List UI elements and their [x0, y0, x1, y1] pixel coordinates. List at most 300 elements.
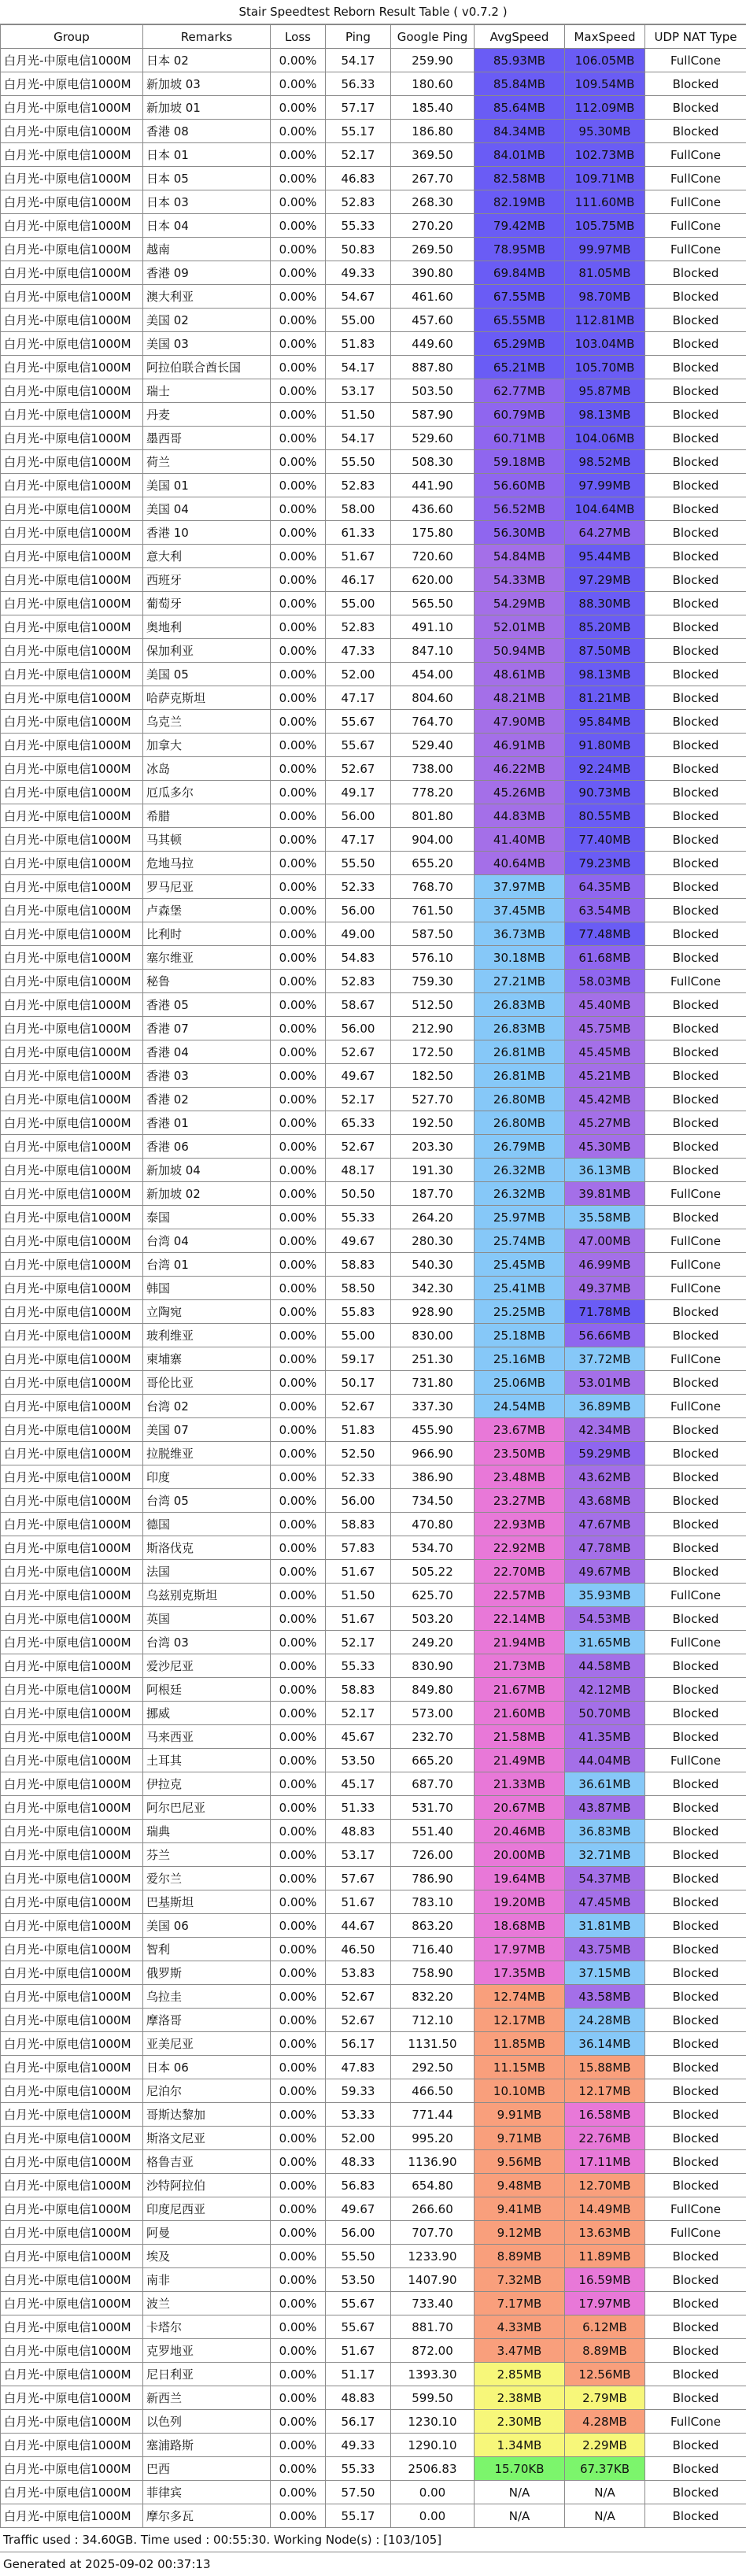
- cell-group: 白月光-中原电信1000M: [1, 1347, 143, 1371]
- cell-max-speed: 56.66MB: [565, 1324, 645, 1347]
- cell-google-ping: 232.70: [391, 1725, 475, 1749]
- cell-udp-nat-type: Blocked: [645, 1017, 746, 1040]
- cell-max-speed: 42.12MB: [565, 1678, 645, 1702]
- cell-avg-speed: 21.49MB: [475, 1749, 565, 1772]
- cell-remarks: 阿根廷: [143, 1678, 271, 1702]
- cell-remarks: 立陶宛: [143, 1300, 271, 1324]
- cell-google-ping: 251.30: [391, 1347, 475, 1371]
- cell-remarks: 日本 05: [143, 167, 271, 190]
- cell-loss: 0.00%: [271, 474, 326, 497]
- cell-loss: 0.00%: [271, 1914, 326, 1938]
- cell-ping: 55.33: [326, 2457, 391, 2481]
- cell-max-speed: 109.54MB: [565, 72, 645, 96]
- table-row: [1, 1159, 746, 1182]
- table-row: [1, 2339, 746, 2363]
- cell-google-ping: 620.00: [391, 568, 475, 592]
- cell-avg-speed: 25.41MB: [475, 1277, 565, 1300]
- cell-remarks: 比利时: [143, 922, 271, 946]
- cell-google-ping: 655.20: [391, 852, 475, 875]
- cell-udp-nat-type: Blocked: [645, 993, 746, 1017]
- cell-udp-nat-type: FullCone: [645, 1395, 746, 1418]
- cell-avg-speed: N/A: [475, 2481, 565, 2504]
- cell-google-ping: 457.60: [391, 309, 475, 332]
- cell-loss: 0.00%: [271, 2174, 326, 2197]
- cell-max-speed: 46.99MB: [565, 1253, 645, 1277]
- table-row: [1, 545, 746, 568]
- cell-remarks: 丹麦: [143, 403, 271, 427]
- cell-ping: 55.00: [326, 309, 391, 332]
- cell-ping: 51.33: [326, 1796, 391, 1820]
- cell-google-ping: 175.80: [391, 521, 475, 545]
- cell-udp-nat-type: FullCone: [645, 1229, 746, 1253]
- cell-group: 白月光-中原电信1000M: [1, 993, 143, 1017]
- cell-remarks: 斯洛伐克: [143, 1536, 271, 1560]
- table-row: [1, 1442, 746, 1465]
- cell-avg-speed: 25.25MB: [475, 1300, 565, 1324]
- cell-group: 白月光-中原电信1000M: [1, 1607, 143, 1631]
- cell-udp-nat-type: Blocked: [645, 2174, 746, 2197]
- cell-remarks: 日本 02: [143, 49, 271, 72]
- cell-udp-nat-type: Blocked: [645, 1489, 746, 1513]
- cell-group: 白月光-中原电信1000M: [1, 2103, 143, 2127]
- cell-max-speed: 31.65MB: [565, 1631, 645, 1654]
- cell-remarks: 香港 07: [143, 1017, 271, 1040]
- cell-udp-nat-type: Blocked: [645, 1961, 746, 1985]
- table-row: [1, 1135, 746, 1159]
- cell-udp-nat-type: FullCone: [645, 190, 746, 214]
- cell-google-ping: 726.00: [391, 1843, 475, 1867]
- cell-group: 白月光-中原电信1000M: [1, 190, 143, 214]
- cell-udp-nat-type: Blocked: [645, 899, 746, 922]
- cell-avg-speed: 52.01MB: [475, 615, 565, 639]
- cell-avg-speed: 12.74MB: [475, 1985, 565, 2009]
- cell-avg-speed: 11.85MB: [475, 2032, 565, 2056]
- cell-avg-speed: 1.34MB: [475, 2434, 565, 2457]
- cell-remarks: 印度尼西亚: [143, 2197, 271, 2221]
- cell-group: 白月光-中原电信1000M: [1, 2386, 143, 2410]
- cell-ping: 50.83: [326, 238, 391, 261]
- cell-google-ping: 2506.83: [391, 2457, 475, 2481]
- cell-avg-speed: 40.64MB: [475, 852, 565, 875]
- cell-max-speed: 12.56MB: [565, 2363, 645, 2386]
- cell-udp-nat-type: Blocked: [645, 2150, 746, 2174]
- cell-udp-nat-type: FullCone: [645, 1253, 746, 1277]
- cell-avg-speed: 37.45MB: [475, 899, 565, 922]
- cell-loss: 0.00%: [271, 1418, 326, 1442]
- table-row: [1, 734, 746, 757]
- cell-avg-speed: 46.22MB: [475, 757, 565, 781]
- table-row: [1, 1489, 746, 1513]
- cell-ping: 53.33: [326, 2103, 391, 2127]
- cell-ping: 52.33: [326, 875, 391, 899]
- cell-group: 白月光-中原电信1000M: [1, 875, 143, 899]
- cell-max-speed: 50.70MB: [565, 1702, 645, 1725]
- cell-udp-nat-type: Blocked: [645, 804, 746, 828]
- cell-google-ping: 847.10: [391, 639, 475, 663]
- table-row: [1, 1513, 746, 1536]
- cell-remarks: 美国 02: [143, 309, 271, 332]
- cell-udp-nat-type: Blocked: [645, 615, 746, 639]
- cell-google-ping: 599.50: [391, 2386, 475, 2410]
- cell-google-ping: 928.90: [391, 1300, 475, 1324]
- table-row: [1, 1631, 746, 1654]
- cell-max-speed: 81.05MB: [565, 261, 645, 285]
- cell-udp-nat-type: Blocked: [645, 663, 746, 686]
- cell-remarks: 英国: [143, 1607, 271, 1631]
- cell-group: 白月光-中原电信1000M: [1, 946, 143, 970]
- cell-remarks: 日本 04: [143, 214, 271, 238]
- table-row: [1, 332, 746, 356]
- table-row: [1, 49, 746, 72]
- cell-remarks: 荷兰: [143, 450, 271, 474]
- cell-remarks: 乌克兰: [143, 710, 271, 734]
- cell-max-speed: 105.70MB: [565, 356, 645, 379]
- table-row: [1, 120, 746, 143]
- table-row: [1, 1843, 746, 1867]
- cell-udp-nat-type: Blocked: [645, 1159, 746, 1182]
- cell-max-speed: 44.04MB: [565, 1749, 645, 1772]
- table-row: [1, 852, 746, 875]
- table-row: [1, 2056, 746, 2079]
- cell-group: 白月光-中原电信1000M: [1, 1442, 143, 1465]
- cell-ping: 52.83: [326, 474, 391, 497]
- cell-group: 白月光-中原电信1000M: [1, 1938, 143, 1961]
- cell-udp-nat-type: Blocked: [645, 2315, 746, 2339]
- cell-google-ping: 764.70: [391, 710, 475, 734]
- cell-google-ping: 720.60: [391, 545, 475, 568]
- cell-avg-speed: 60.79MB: [475, 403, 565, 427]
- cell-max-speed: 17.11MB: [565, 2150, 645, 2174]
- cell-ping: 44.67: [326, 1914, 391, 1938]
- cell-ping: 56.17: [326, 2410, 391, 2434]
- cell-loss: 0.00%: [271, 1088, 326, 1111]
- cell-max-speed: 44.58MB: [565, 1654, 645, 1678]
- cell-udp-nat-type: Blocked: [645, 2268, 746, 2292]
- cell-max-speed: 16.59MB: [565, 2268, 645, 2292]
- cell-ping: 53.50: [326, 2268, 391, 2292]
- cell-remarks: 哥伦比亚: [143, 1371, 271, 1395]
- cell-avg-speed: 26.81MB: [475, 1040, 565, 1064]
- cell-udp-nat-type: Blocked: [645, 1914, 746, 1938]
- cell-remarks: 香港 03: [143, 1064, 271, 1088]
- cell-group: 白月光-中原电信1000M: [1, 2197, 143, 2221]
- cell-max-speed: 47.45MB: [565, 1890, 645, 1914]
- table-row: [1, 1607, 746, 1631]
- cell-max-speed: 95.87MB: [565, 379, 645, 403]
- cell-udp-nat-type: Blocked: [645, 521, 746, 545]
- cell-group: 白月光-中原电信1000M: [1, 2434, 143, 2457]
- cell-remarks: 乌拉圭: [143, 1985, 271, 2009]
- cell-max-speed: 49.67MB: [565, 1560, 645, 1584]
- cell-google-ping: 508.30: [391, 450, 475, 474]
- cell-google-ping: 738.00: [391, 757, 475, 781]
- cell-ping: 55.50: [326, 450, 391, 474]
- cell-ping: 58.83: [326, 1253, 391, 1277]
- cell-google-ping: 180.60: [391, 72, 475, 96]
- cell-udp-nat-type: Blocked: [645, 2103, 746, 2127]
- table-row: [1, 1914, 746, 1938]
- cell-max-speed: 85.20MB: [565, 615, 645, 639]
- cell-ping: 54.17: [326, 49, 391, 72]
- cell-avg-speed: 22.93MB: [475, 1513, 565, 1536]
- cell-udp-nat-type: Blocked: [645, 1890, 746, 1914]
- cell-google-ping: 280.30: [391, 1229, 475, 1253]
- cell-google-ping: 665.20: [391, 1749, 475, 1772]
- cell-google-ping: 832.20: [391, 1985, 475, 2009]
- cell-loss: 0.00%: [271, 2457, 326, 2481]
- cell-udp-nat-type: Blocked: [645, 2056, 746, 2079]
- cell-remarks: 柬埔寨: [143, 1347, 271, 1371]
- cell-loss: 0.00%: [271, 1678, 326, 1702]
- cell-avg-speed: 41.40MB: [475, 828, 565, 852]
- cell-group: 白月光-中原电信1000M: [1, 474, 143, 497]
- cell-remarks: 沙特阿拉伯: [143, 2174, 271, 2197]
- cell-group: 白月光-中原电信1000M: [1, 568, 143, 592]
- cell-avg-speed: 47.90MB: [475, 710, 565, 734]
- cell-max-speed: 67.37KB: [565, 2457, 645, 2481]
- cell-ping: 48.17: [326, 1159, 391, 1182]
- cell-udp-nat-type: Blocked: [645, 734, 746, 757]
- cell-udp-nat-type: Blocked: [645, 1702, 746, 1725]
- cell-udp-nat-type: FullCone: [645, 1347, 746, 1371]
- cell-max-speed: 88.30MB: [565, 592, 645, 615]
- cell-google-ping: 1136.90: [391, 2150, 475, 2174]
- cell-loss: 0.00%: [271, 1040, 326, 1064]
- cell-ping: 55.50: [326, 2245, 391, 2268]
- cell-group: 白月光-中原电信1000M: [1, 285, 143, 309]
- table-row: [1, 2127, 746, 2150]
- cell-ping: 55.00: [326, 592, 391, 615]
- cell-remarks: 香港 05: [143, 993, 271, 1017]
- table-row: [1, 285, 746, 309]
- result-table: [0, 24, 746, 2528]
- cell-group: 白月光-中原电信1000M: [1, 427, 143, 450]
- header-remarks: Remarks: [143, 25, 271, 49]
- cell-avg-speed: 59.18MB: [475, 450, 565, 474]
- cell-ping: 58.83: [326, 1513, 391, 1536]
- cell-group: 白月光-中原电信1000M: [1, 1772, 143, 1796]
- cell-avg-speed: 9.12MB: [475, 2221, 565, 2245]
- cell-group: 白月光-中原电信1000M: [1, 922, 143, 946]
- cell-max-speed: 106.05MB: [565, 49, 645, 72]
- cell-ping: 61.33: [326, 521, 391, 545]
- cell-avg-speed: 10.10MB: [475, 2079, 565, 2103]
- cell-ping: 49.67: [326, 1229, 391, 1253]
- cell-remarks: 塞浦路斯: [143, 2434, 271, 2457]
- cell-udp-nat-type: Blocked: [645, 1111, 746, 1135]
- cell-group: 白月光-中原电信1000M: [1, 852, 143, 875]
- cell-ping: 58.50: [326, 1277, 391, 1300]
- cell-udp-nat-type: Blocked: [645, 757, 746, 781]
- cell-loss: 0.00%: [271, 2434, 326, 2457]
- cell-udp-nat-type: FullCone: [645, 970, 746, 993]
- table-row: [1, 592, 746, 615]
- cell-max-speed: 81.21MB: [565, 686, 645, 710]
- cell-google-ping: 267.70: [391, 167, 475, 190]
- table-row: [1, 238, 746, 261]
- cell-avg-speed: 69.84MB: [475, 261, 565, 285]
- cell-google-ping: 761.50: [391, 899, 475, 922]
- cell-avg-speed: 2.30MB: [475, 2410, 565, 2434]
- table-row: [1, 2032, 746, 2056]
- cell-google-ping: 887.80: [391, 356, 475, 379]
- cell-loss: 0.00%: [271, 922, 326, 946]
- cell-ping: 53.17: [326, 1843, 391, 1867]
- cell-group: 白月光-中原电信1000M: [1, 1914, 143, 1938]
- cell-max-speed: 112.09MB: [565, 96, 645, 120]
- cell-remarks: 瑞士: [143, 379, 271, 403]
- cell-ping: 51.50: [326, 403, 391, 427]
- cell-max-speed: 13.63MB: [565, 2221, 645, 2245]
- cell-ping: 52.67: [326, 757, 391, 781]
- cell-max-speed: 112.81MB: [565, 309, 645, 332]
- table-row: [1, 474, 746, 497]
- cell-google-ping: 390.80: [391, 261, 475, 285]
- table-row: [1, 2245, 746, 2268]
- cell-loss: 0.00%: [271, 1820, 326, 1843]
- cell-udp-nat-type: Blocked: [645, 1678, 746, 1702]
- cell-google-ping: 1233.90: [391, 2245, 475, 2268]
- cell-google-ping: 503.50: [391, 379, 475, 403]
- cell-group: 白月光-中原电信1000M: [1, 1631, 143, 1654]
- table-row: [1, 2174, 746, 2197]
- cell-avg-speed: 17.97MB: [475, 1938, 565, 1961]
- cell-loss: 0.00%: [271, 2103, 326, 2127]
- cell-max-speed: 2.79MB: [565, 2386, 645, 2410]
- cell-ping: 65.33: [326, 1111, 391, 1135]
- cell-loss: 0.00%: [271, 2363, 326, 2386]
- cell-group: 白月光-中原电信1000M: [1, 49, 143, 72]
- cell-udp-nat-type: Blocked: [645, 1465, 746, 1489]
- cell-ping: 47.33: [326, 639, 391, 663]
- cell-loss: 0.00%: [271, 2032, 326, 2056]
- table-row: [1, 1536, 746, 1560]
- cell-loss: 0.00%: [271, 379, 326, 403]
- cell-group: 白月光-中原电信1000M: [1, 1371, 143, 1395]
- cell-max-speed: 111.60MB: [565, 190, 645, 214]
- cell-google-ping: 191.30: [391, 1159, 475, 1182]
- table-row: [1, 379, 746, 403]
- cell-udp-nat-type: Blocked: [645, 1088, 746, 1111]
- cell-loss: 0.00%: [271, 1277, 326, 1300]
- cell-avg-speed: 25.18MB: [475, 1324, 565, 1347]
- cell-max-speed: 37.15MB: [565, 1961, 645, 1985]
- table-row: [1, 2363, 746, 2386]
- cell-google-ping: 512.50: [391, 993, 475, 1017]
- table-row: [1, 1253, 746, 1277]
- cell-max-speed: 43.62MB: [565, 1465, 645, 1489]
- cell-group: 白月光-中原电信1000M: [1, 1064, 143, 1088]
- cell-group: 白月光-中原电信1000M: [1, 1229, 143, 1253]
- cell-avg-speed: 25.16MB: [475, 1347, 565, 1371]
- cell-max-speed: 95.30MB: [565, 120, 645, 143]
- cell-group: 白月光-中原电信1000M: [1, 1796, 143, 1820]
- cell-udp-nat-type: FullCone: [645, 1584, 746, 1607]
- cell-loss: 0.00%: [271, 1229, 326, 1253]
- cell-udp-nat-type: Blocked: [645, 568, 746, 592]
- cell-remarks: 摩洛哥: [143, 2009, 271, 2032]
- cell-google-ping: 186.80: [391, 120, 475, 143]
- header-google-ping: Google Ping: [391, 25, 475, 49]
- cell-ping: 55.67: [326, 734, 391, 757]
- cell-loss: 0.00%: [271, 1159, 326, 1182]
- cell-max-speed: 97.99MB: [565, 474, 645, 497]
- table-row: [1, 72, 746, 96]
- table-row: [1, 663, 746, 686]
- cell-group: 白月光-中原电信1000M: [1, 1017, 143, 1040]
- cell-avg-speed: 26.79MB: [475, 1135, 565, 1159]
- cell-ping: 51.83: [326, 1418, 391, 1442]
- cell-ping: 46.17: [326, 568, 391, 592]
- cell-google-ping: 185.40: [391, 96, 475, 120]
- cell-loss: 0.00%: [271, 663, 326, 686]
- table-row: [1, 1040, 746, 1064]
- table-row: [1, 450, 746, 474]
- cell-google-ping: 1230.10: [391, 2410, 475, 2434]
- cell-udp-nat-type: Blocked: [645, 2009, 746, 2032]
- cell-remarks: 以色列: [143, 2410, 271, 2434]
- cell-group: 白月光-中原电信1000M: [1, 1159, 143, 1182]
- cell-loss: 0.00%: [271, 828, 326, 852]
- cell-avg-speed: 84.34MB: [475, 120, 565, 143]
- cell-group: 白月光-中原电信1000M: [1, 686, 143, 710]
- cell-remarks: 波兰: [143, 2292, 271, 2315]
- cell-remarks: 哥斯达黎加: [143, 2103, 271, 2127]
- cell-avg-speed: 27.21MB: [475, 970, 565, 993]
- cell-remarks: 台湾 02: [143, 1395, 271, 1418]
- cell-max-speed: N/A: [565, 2504, 645, 2528]
- cell-udp-nat-type: Blocked: [645, 1938, 746, 1961]
- cell-remarks: 芬兰: [143, 1843, 271, 1867]
- cell-group: 白月光-中原电信1000M: [1, 309, 143, 332]
- cell-avg-speed: 15.70KB: [475, 2457, 565, 2481]
- cell-remarks: 卡塔尔: [143, 2315, 271, 2339]
- table-row: [1, 804, 746, 828]
- cell-remarks: 阿曼: [143, 2221, 271, 2245]
- cell-loss: 0.00%: [271, 804, 326, 828]
- cell-loss: 0.00%: [271, 1749, 326, 1772]
- cell-avg-speed: 78.95MB: [475, 238, 565, 261]
- cell-udp-nat-type: FullCone: [645, 238, 746, 261]
- cell-max-speed: 53.01MB: [565, 1371, 645, 1395]
- cell-max-speed: 61.68MB: [565, 946, 645, 970]
- cell-google-ping: 182.50: [391, 1064, 475, 1088]
- cell-avg-speed: 20.46MB: [475, 1820, 565, 1843]
- cell-remarks: 韩国: [143, 1277, 271, 1300]
- cell-avg-speed: 25.97MB: [475, 1206, 565, 1229]
- table-row: [1, 427, 746, 450]
- cell-avg-speed: 26.32MB: [475, 1159, 565, 1182]
- cell-avg-speed: 82.58MB: [475, 167, 565, 190]
- cell-remarks: 哈萨克斯坦: [143, 686, 271, 710]
- cell-max-speed: 2.29MB: [565, 2434, 645, 2457]
- cell-loss: 0.00%: [271, 1111, 326, 1135]
- cell-remarks: 阿拉伯联合酋长国: [143, 356, 271, 379]
- cell-avg-speed: 62.77MB: [475, 379, 565, 403]
- cell-ping: 54.17: [326, 427, 391, 450]
- cell-avg-speed: 65.29MB: [475, 332, 565, 356]
- cell-ping: 56.00: [326, 899, 391, 922]
- cell-ping: 51.83: [326, 332, 391, 356]
- cell-udp-nat-type: Blocked: [645, 1843, 746, 1867]
- cell-max-speed: 4.28MB: [565, 2410, 645, 2434]
- cell-google-ping: 966.90: [391, 1442, 475, 1465]
- cell-google-ping: 1393.30: [391, 2363, 475, 2386]
- cell-ping: 55.00: [326, 1324, 391, 1347]
- cell-max-speed: 41.35MB: [565, 1725, 645, 1749]
- table-row: [1, 1300, 746, 1324]
- cell-loss: 0.00%: [271, 2292, 326, 2315]
